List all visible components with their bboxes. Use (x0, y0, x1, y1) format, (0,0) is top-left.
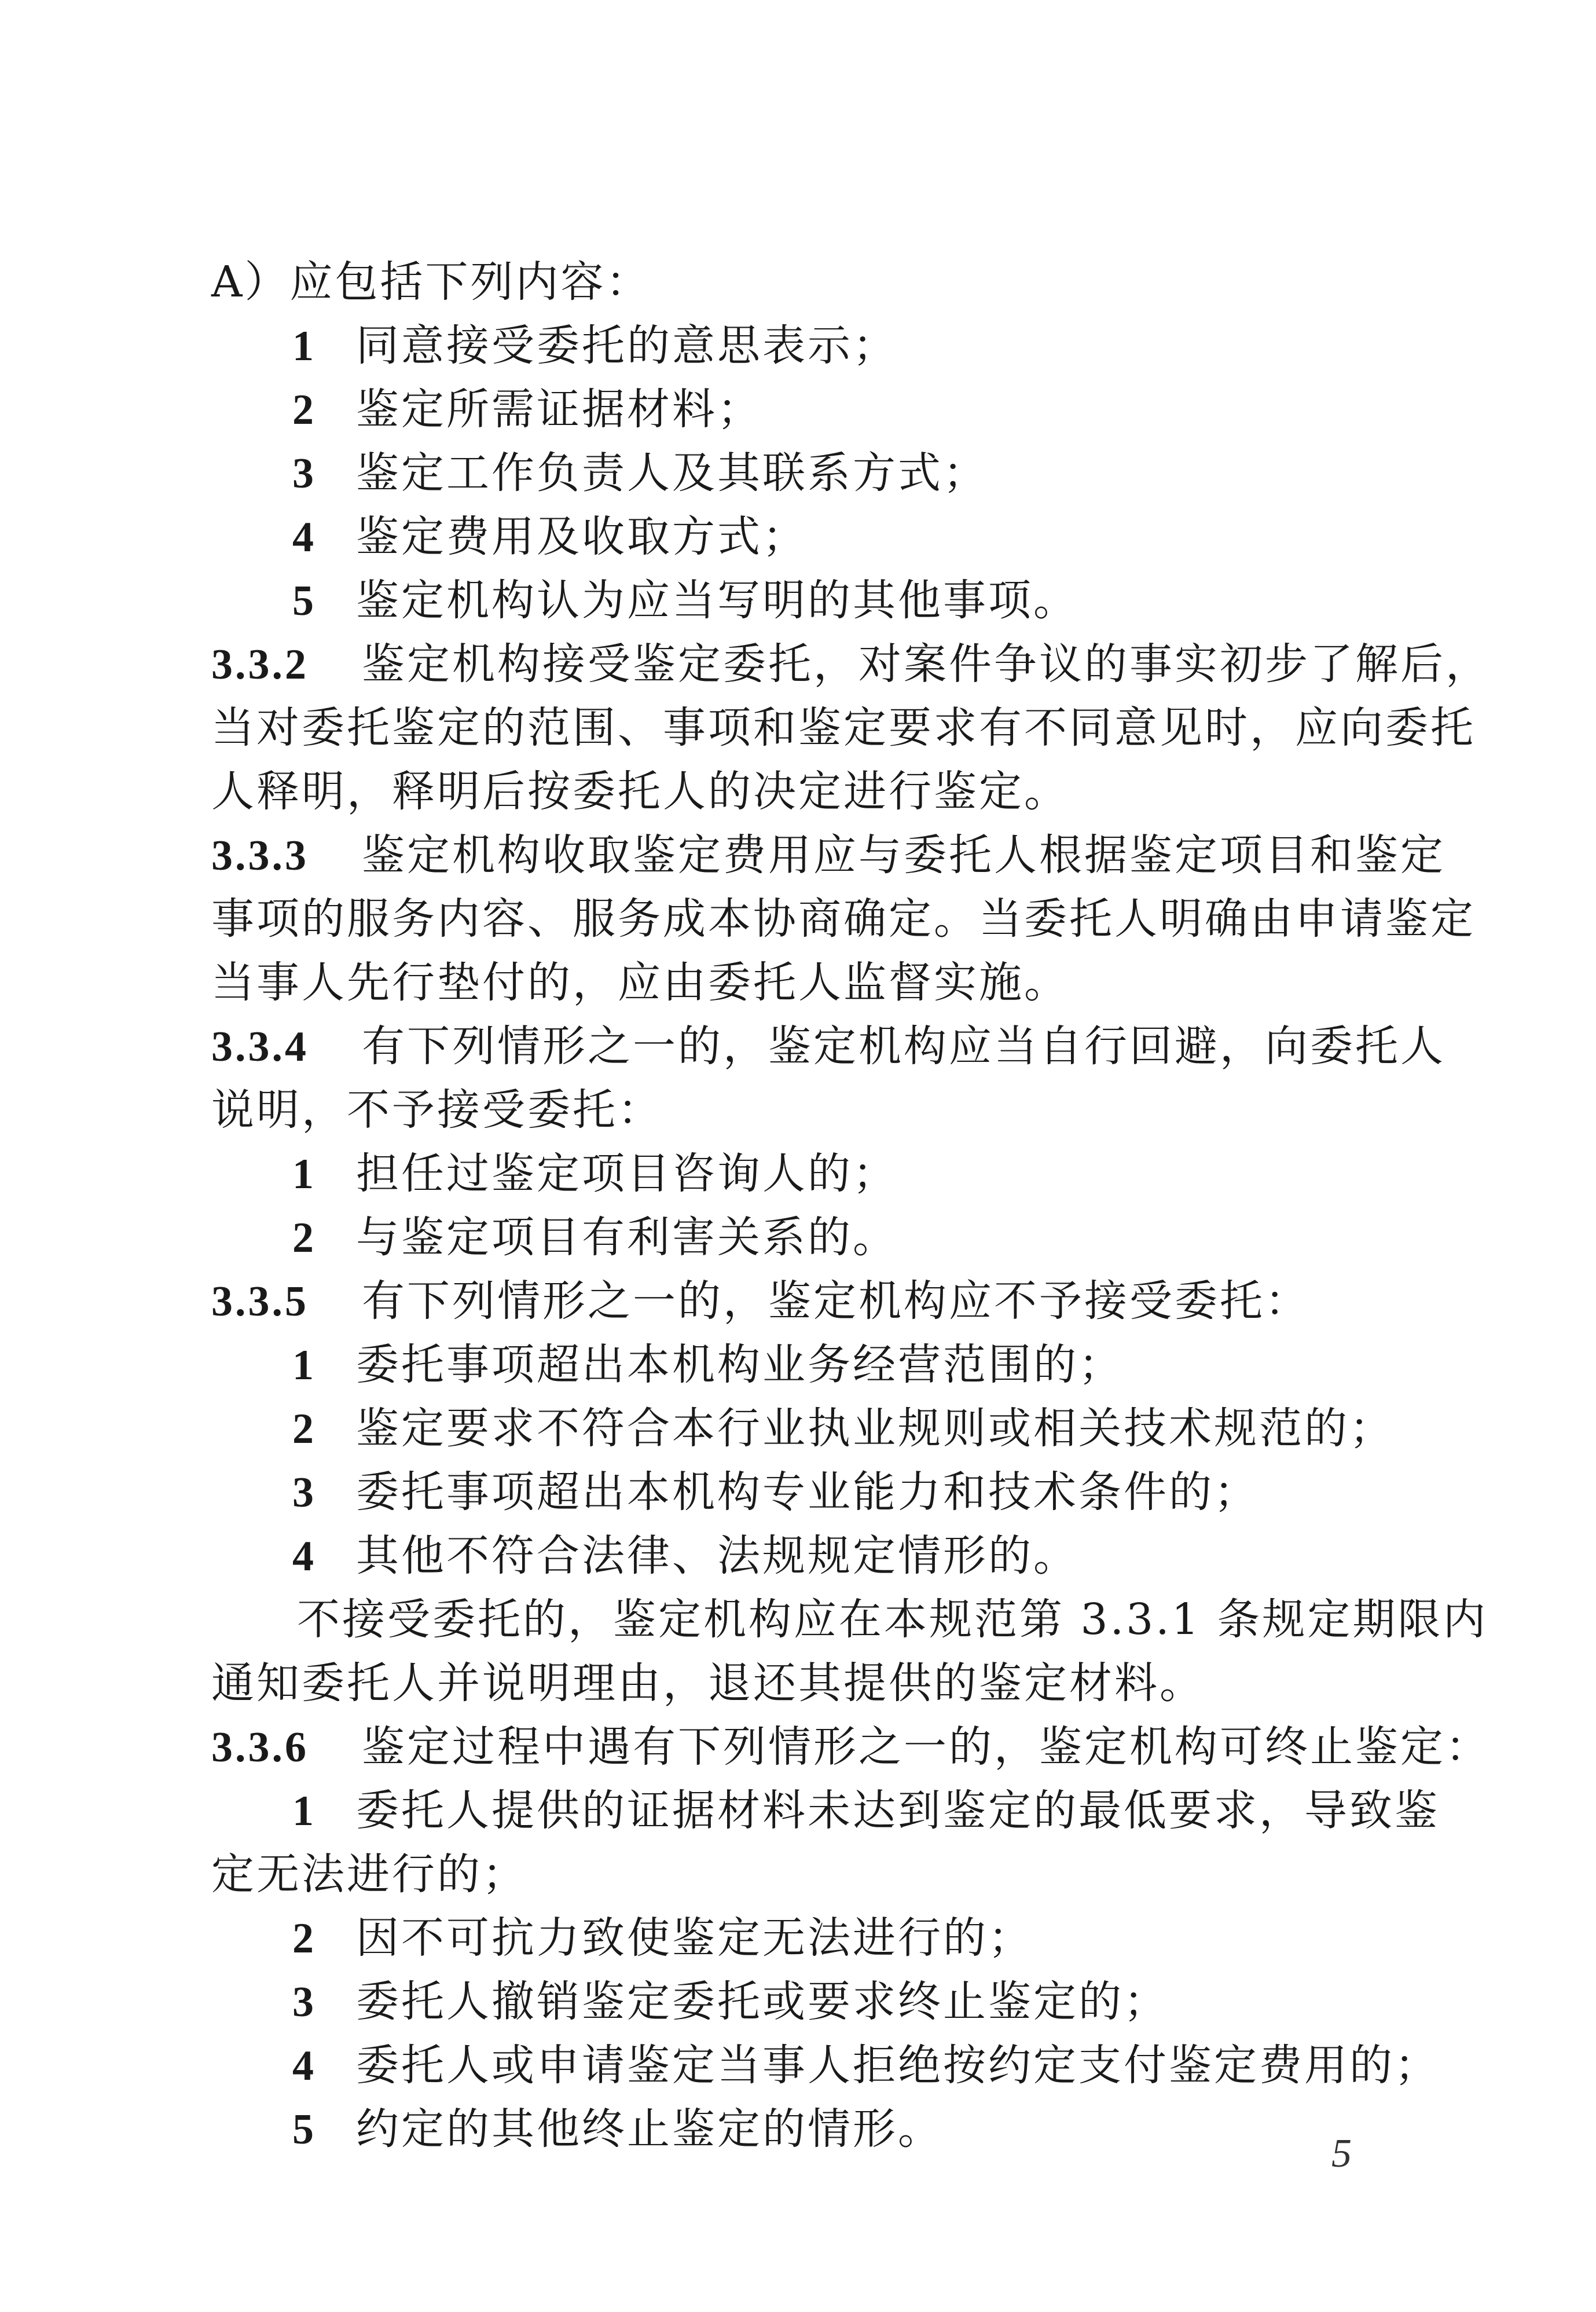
item-number: 2 (292, 1915, 316, 1962)
clause-3-3-2-line-2: 当对委托鉴定的范围、事项和鉴定要求有不同意见时，应向委托 (211, 703, 1476, 753)
list-item (211, 1397, 1404, 1460)
clause-text: 有下列情形之一的，鉴定机构应不予接受委托： (362, 1276, 1310, 1326)
clause-3-3-5-line-1 (211, 1269, 1404, 1333)
clause-text: 有下列情形之一的，鉴定机构应当自行回避，向委托人 (362, 1021, 1445, 1071)
item-number: 1 (292, 1150, 316, 1198)
clause-number: 3.3.4 (211, 1023, 309, 1071)
item-text: 委托事项超出本机构专业能力和技术条件的； (356, 1467, 1259, 1517)
clause-3-3-3-line-1 (211, 823, 1445, 887)
item-text: 鉴定所需证据材料； (356, 384, 762, 434)
item-number: 3 (292, 1469, 316, 1516)
item-number: 2 (292, 386, 316, 434)
list-item (211, 2097, 1404, 2161)
list-item (211, 1206, 1404, 1269)
item-text: 委托人或申请鉴定当事人拒绝按约定支付鉴定费用的； (356, 2040, 1440, 2090)
item-number: 4 (292, 1533, 316, 1580)
list-item (211, 441, 1404, 505)
clause-number: 3.3.3 (211, 832, 309, 880)
clause-number: 3.3.5 (211, 1278, 309, 1325)
clause-3-3-3-line-3: 当事人先行垫付的，应由委托人监督实施。 (211, 958, 1069, 1007)
list-item (211, 1333, 1404, 1397)
clause-number: 3.3.6 (211, 1724, 309, 1771)
item-text: 与鉴定项目有利害关系的。 (356, 1212, 898, 1262)
item-text: 鉴定工作负责人及其联系方式； (356, 448, 988, 498)
item-text: 其他不符合法律、法规规定情形的。 (356, 1531, 1078, 1581)
item-number: 1 (292, 1787, 316, 1835)
clause-text: 鉴定机构接受鉴定委托，对案件争议的事实初步了解后， (362, 639, 1491, 689)
item-number: 4 (292, 514, 316, 561)
list-item (211, 378, 1404, 441)
item-number: 3 (292, 450, 316, 497)
item-number: 1 (292, 1342, 316, 1389)
item-text: 委托人撤销鉴定委托或要求终止鉴定的； (356, 1977, 1169, 2027)
page-content (211, 250, 1491, 2161)
list-item (211, 1906, 1404, 1970)
clause-3-3-5-para-line-2: 通知委托人并说明理由，退还其提供的鉴定材料。 (211, 1658, 1205, 1708)
list-item (211, 1970, 1404, 2033)
item-text: 同意接受委托的意思表示； (356, 321, 898, 371)
clause-3-3-5-para-line-1: 不接受委托的，鉴定机构应在本规范第 3.3.1 条规定期限内 (297, 1595, 1488, 1644)
item-number: 5 (292, 577, 316, 625)
item-number: 2 (292, 1405, 316, 1453)
clause-text: 鉴定过程中遇有下列情形之一的，鉴定机构可终止鉴定： (362, 1722, 1491, 1772)
item-text: 鉴定费用及收取方式； (356, 512, 808, 562)
list-item (211, 314, 1404, 378)
list-item (211, 1524, 1404, 1588)
list-item (211, 1460, 1404, 1524)
clause-3-3-4-line-2: 说明，不予接受委托： (211, 1085, 663, 1135)
item-text: 鉴定机构认为应当写明的其他事项。 (356, 576, 1078, 625)
list-item (211, 569, 1404, 632)
item-number: 4 (292, 2042, 316, 2090)
item-number: 5 (292, 2106, 316, 2153)
list-item (211, 505, 1404, 569)
item-number: 3 (292, 1978, 316, 2026)
clause-3-3-3-line-2: 事项的服务内容、服务成本协商确定。当委托人明确由申请鉴定 (211, 894, 1476, 944)
item-number: 1 (292, 323, 316, 370)
item-text: 担任过鉴定项目咨询人的； (356, 1149, 898, 1199)
item-text: 因不可抗力致使鉴定无法进行的； (356, 1913, 1033, 1963)
item-text: 委托人提供的证据材料未达到鉴定的最低要求，导致鉴 (356, 1786, 1440, 1835)
clause-3-3-2-line-3: 人释明，释明后按委托人的决定进行鉴定。 (211, 767, 1069, 816)
page-number: 5 (1331, 2131, 1352, 2176)
list-item (211, 2033, 1440, 2097)
clause-3-3-2-line-1 (211, 632, 1491, 696)
list-item (211, 1142, 1404, 1206)
clause-3-3-6-line-1 (211, 1715, 1491, 1779)
item-text: 鉴定要求不符合本行业执业规则或相关技术规范的； (356, 1404, 1395, 1453)
list-item (211, 1779, 1440, 1842)
clause-text: 鉴定机构收取鉴定费用应与委托人根据鉴定项目和鉴定 (362, 830, 1445, 880)
intro-line: A）应包括下列内容： (211, 257, 651, 307)
list-item-continuation: 定无法进行的； (211, 1849, 527, 1899)
clause-number: 3.3.2 (211, 641, 309, 688)
item-text: 约定的其他终止鉴定的情形。 (356, 2104, 943, 2154)
item-text: 委托事项超出本机构业务经营范围的； (356, 1340, 1124, 1390)
item-number: 2 (292, 1214, 316, 1262)
clause-3-3-4-line-1 (211, 1014, 1445, 1078)
